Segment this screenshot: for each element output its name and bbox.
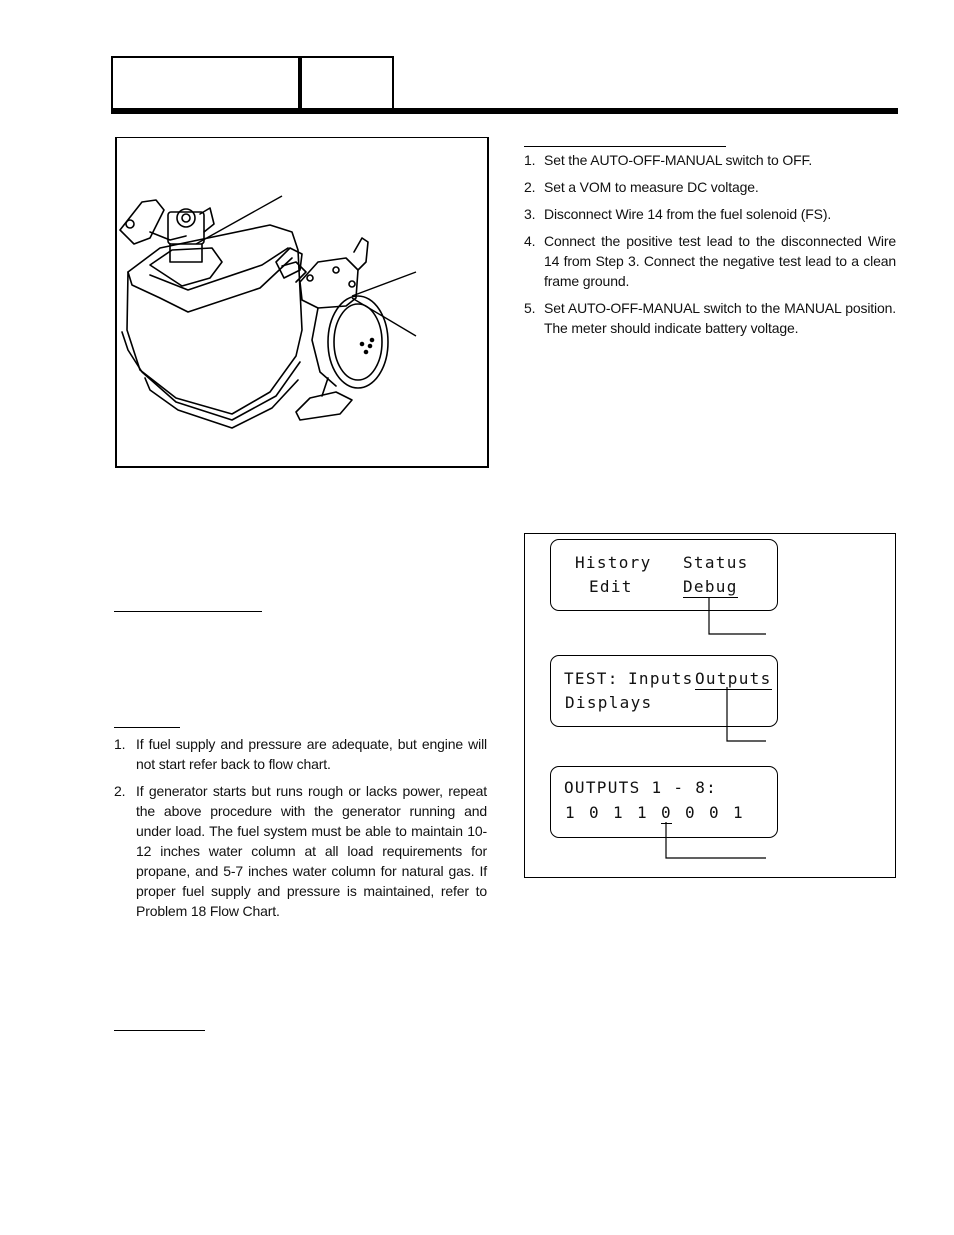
header-rule	[111, 108, 898, 114]
note-item	[114, 781, 487, 921]
step-text: Disconnect Wire 14 from the fuel solenoid (FS).	[544, 206, 832, 222]
lcd-history: History	[575, 553, 652, 572]
step-number: 5.	[524, 300, 536, 316]
bottom-heading-rule	[114, 1030, 205, 1031]
lcd-status: Status	[683, 553, 749, 572]
step-number: 1.	[524, 152, 536, 168]
header-section-box	[298, 56, 394, 110]
procedure-step	[524, 298, 896, 338]
step-number: 2.	[524, 179, 536, 195]
left-heading-rule	[114, 611, 262, 612]
note-number: 1.	[114, 736, 126, 752]
lcd-debug: Debug	[683, 577, 738, 596]
procedure-step	[524, 150, 896, 170]
step-text: Set the AUTO-OFF-MANUAL switch to OFF.	[544, 152, 813, 168]
procedure-step	[524, 204, 896, 224]
lcd-output-bit: 1	[733, 803, 744, 822]
step-text: Connect the positive test lead to the disconnected Wire 14 from Step 3. Connect the negative test lead to a clean frame ground.	[544, 233, 896, 289]
note-item	[114, 734, 487, 774]
notes-heading-rule	[114, 727, 180, 728]
procedure-steps-list	[524, 150, 896, 345]
note-text: If generator starts but runs rough or lacks power, repeat the above procedure with the generator running and under load. The fuel system must be able to maintain 10-12 inches water column at all load requirements for propane, and 5-7 inches water column for natural gas. If proper fuel supply and pressure is maintained, refer to Problem 18 Flow Chart.	[136, 783, 487, 919]
lcd-outputs-screen	[550, 766, 778, 838]
step-text: Set AUTO-OFF-MANUAL switch to the MANUAL position. The meter should indicate battery voltage.	[544, 300, 896, 336]
lcd-output-bit: 0	[661, 803, 672, 822]
notes-list	[114, 734, 487, 928]
lcd-output-bit: 1	[565, 803, 576, 822]
lcd-output-bit: 0	[685, 803, 696, 822]
lcd-outputs: Outputs	[695, 669, 772, 688]
lcd-inputs: Inputs	[628, 669, 694, 688]
procedure-heading-rule	[524, 146, 726, 147]
note-text: If fuel supply and pressure are adequate, but engine will not start refer back to flow chart.	[136, 736, 487, 772]
lcd-test-label: TEST:	[564, 669, 619, 688]
step-number: 4.	[524, 233, 536, 249]
lcd-test-menu	[550, 655, 778, 727]
step-text: Set a VOM to measure DC voltage.	[544, 179, 759, 195]
lcd-output-bit: 0	[589, 803, 600, 822]
lcd-output-bit: 1	[637, 803, 648, 822]
header-title-box	[111, 56, 302, 110]
step-number: 3.	[524, 206, 536, 222]
regulator-figure-frame	[115, 137, 489, 468]
lcd-outputs-title: OUTPUTS 1 - 8:	[564, 778, 718, 797]
lcd-main-menu	[550, 539, 778, 611]
note-number: 2.	[114, 783, 126, 799]
lcd-displays: Displays	[565, 693, 653, 712]
procedure-step	[524, 231, 896, 291]
lcd-output-bit: 1	[613, 803, 624, 822]
procedure-step	[524, 177, 896, 197]
lcd-edit: Edit	[589, 577, 633, 596]
lcd-output-bit: 0	[709, 803, 720, 822]
